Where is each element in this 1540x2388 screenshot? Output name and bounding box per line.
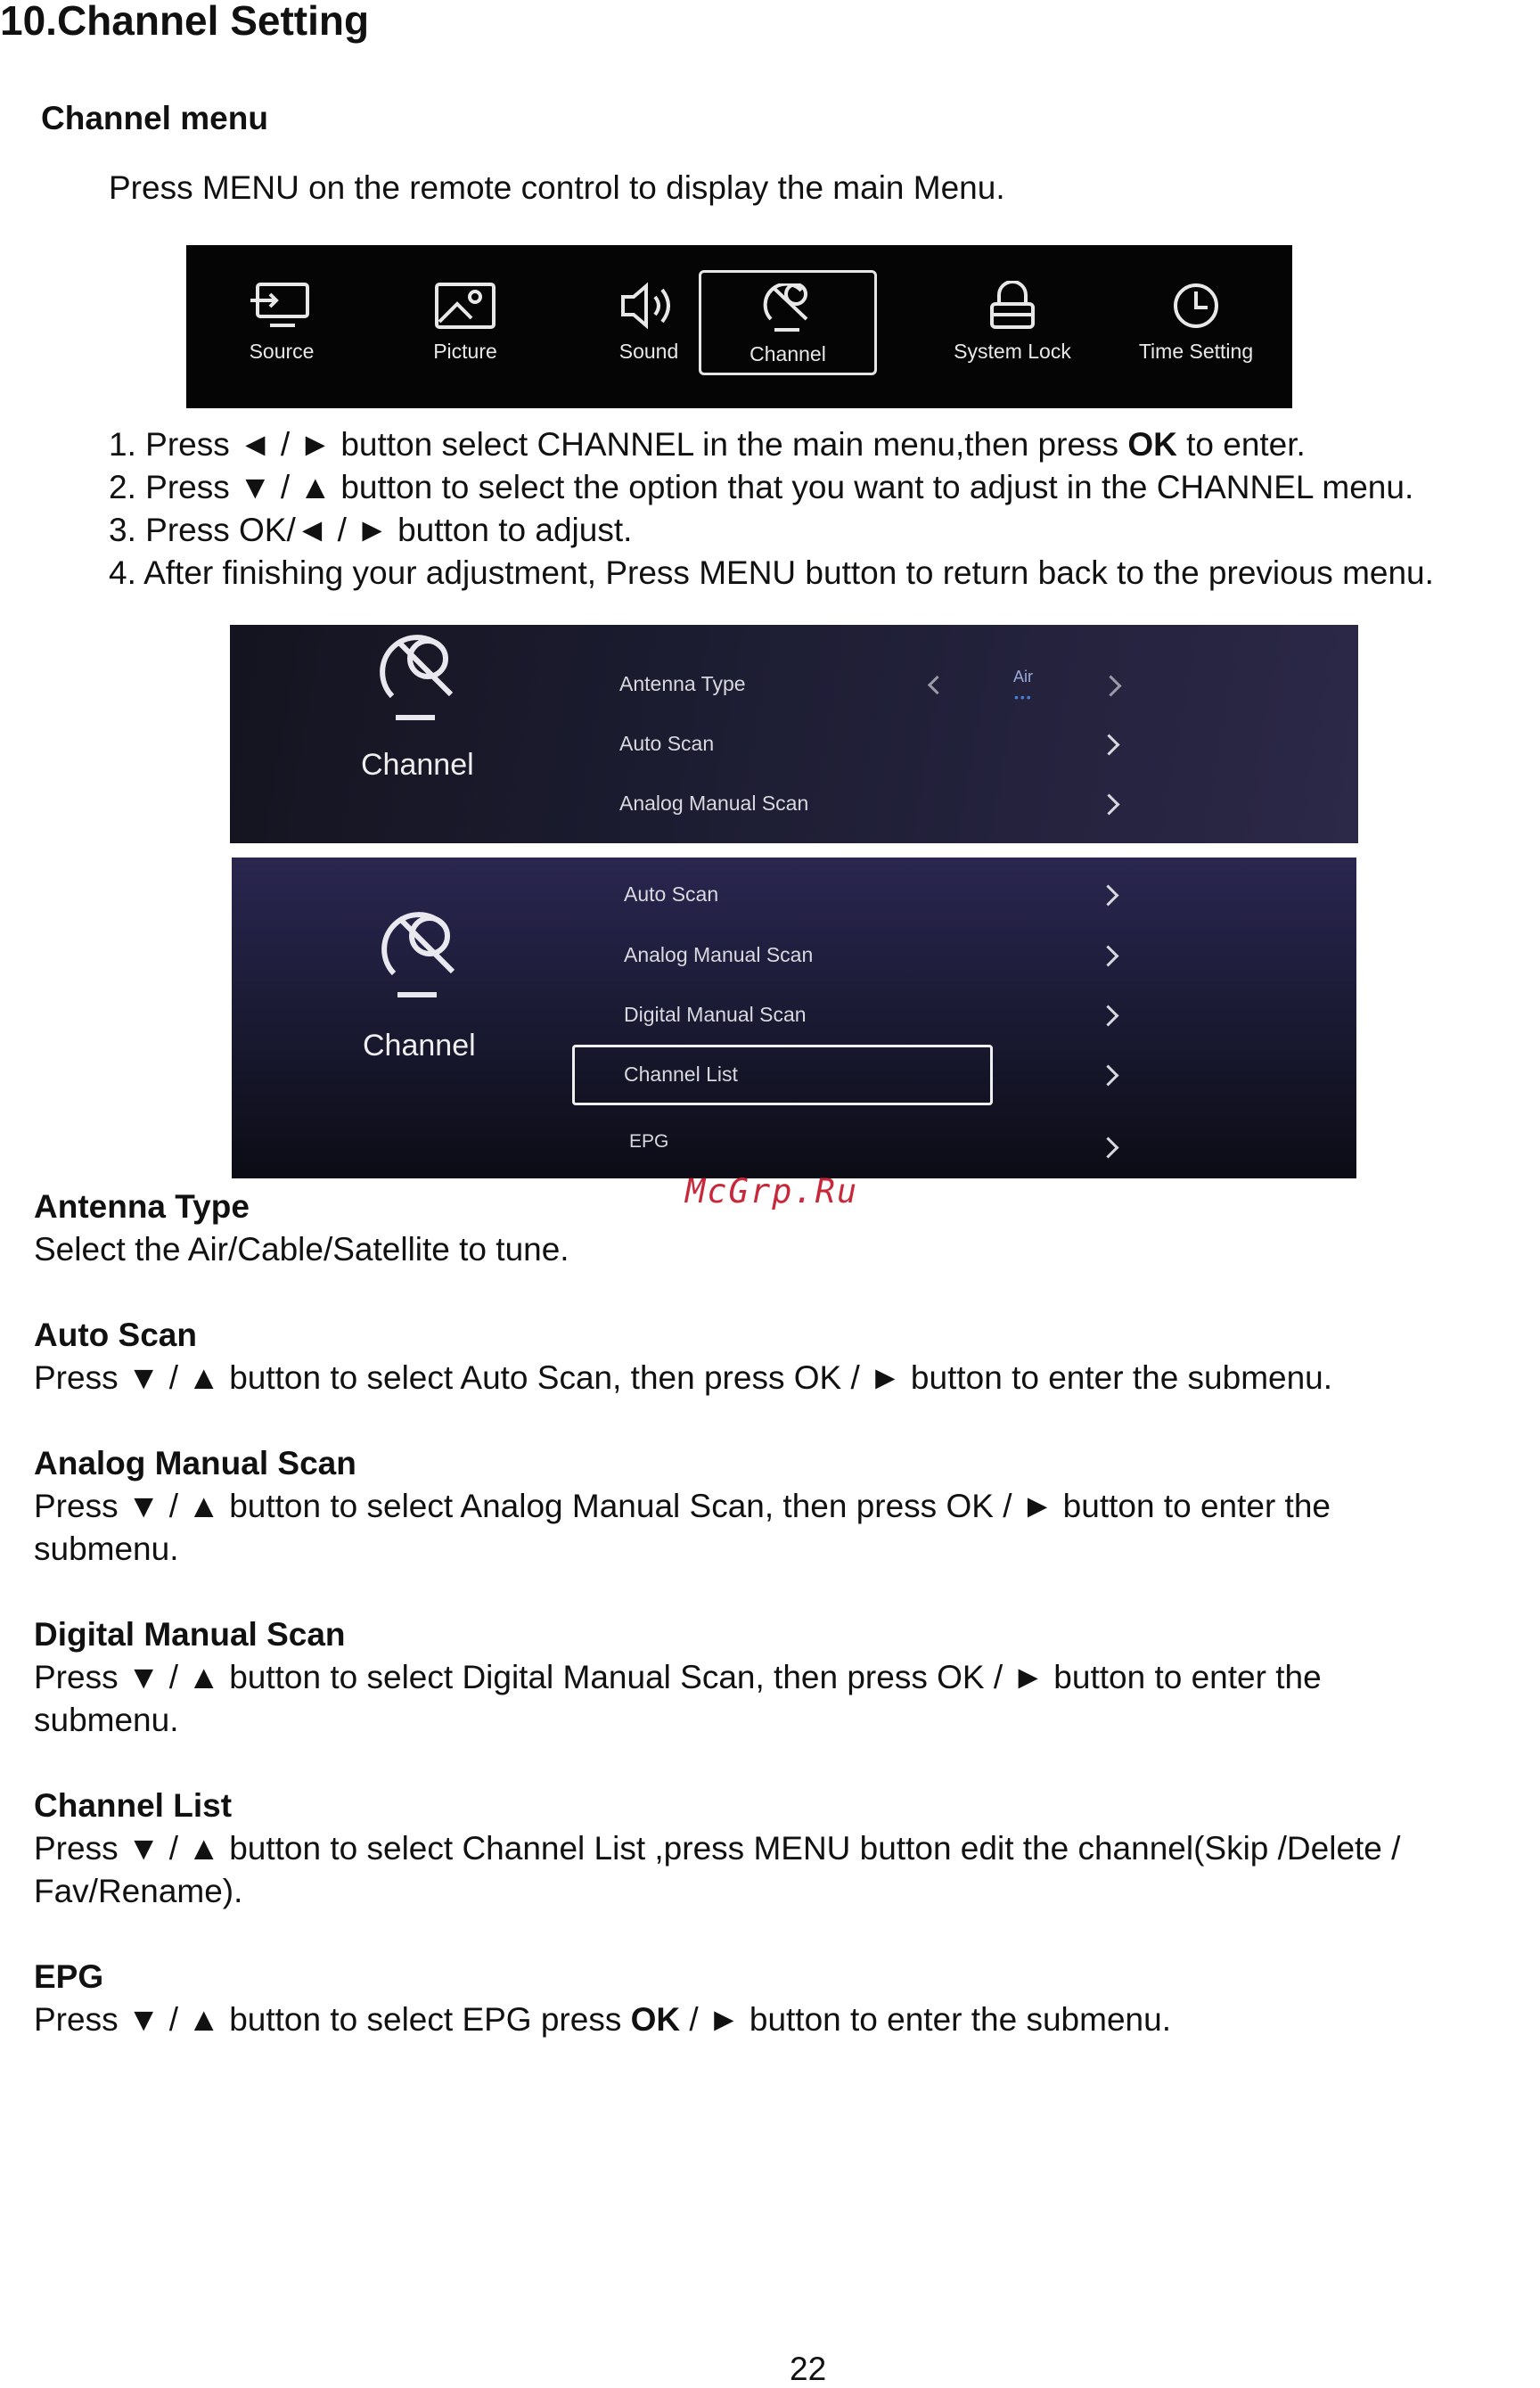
sound-icon: [616, 281, 682, 331]
menu-item-label: Time Setting: [1138, 340, 1254, 363]
section-analog-manual-scan: [34, 1442, 1331, 1571]
menu-option-auto-scan[interactable]: Auto Scan: [624, 882, 719, 906]
chevron-right-icon[interactable]: [1097, 1137, 1118, 1158]
instruction-steps: [109, 423, 1434, 595]
section-antenna-type: [34, 1186, 569, 1271]
section-body: Press ▼ / ▲ button to select EPG press OK / ► button to enter the submenu.: [34, 2001, 1171, 2038]
section-body: Press ▼ / ▲ button to select Channel List ,press MENU button edit the channel(Skip /Delete /: [34, 1830, 1401, 1867]
step-2: 2. Press ▼ / ▲ button to select the option that you want to adjust in the CHANNEL menu.: [109, 469, 1414, 505]
menu-item-source[interactable]: [192, 270, 371, 375]
menu-item-label: Source: [249, 340, 315, 363]
menu-item-time-setting[interactable]: [1107, 270, 1285, 375]
section-body-cont: submenu.: [34, 1702, 179, 1738]
section-body: Press ▼ / ▲ button to select Analog Manual Scan, then press OK / ► button to enter the: [34, 1488, 1331, 1524]
menu-option-analog-manual-scan[interactable]: Analog Manual Scan: [619, 792, 809, 815]
page-title: 10.Channel Setting: [0, 0, 370, 44]
satellite-dish-icon: [755, 283, 821, 333]
menu-item-label: System Lock: [954, 340, 1071, 363]
menu-option-channel-list[interactable]: Channel List: [624, 1063, 738, 1086]
channel-menu-panel-2: [232, 858, 1356, 1178]
section-heading: Analog Manual Scan: [34, 1445, 356, 1481]
section-body-cont: submenu.: [34, 1530, 179, 1567]
chevron-right-icon[interactable]: [1097, 1064, 1118, 1086]
section-body: Select the Air/Cable/Satellite to tune.: [34, 1231, 569, 1268]
value-dots: •••: [1014, 690, 1033, 704]
chevron-right-icon[interactable]: [1097, 1005, 1118, 1026]
section-epg: [34, 1956, 1171, 2041]
section-body: Press ▼ / ▲ button to select Auto Scan, then press OK / ► button to enter the submenu.: [34, 1359, 1333, 1396]
section-heading: Antenna Type: [34, 1188, 250, 1225]
section-subheading: Channel menu: [41, 100, 268, 136]
menu-option-analog-manual-scan[interactable]: Analog Manual Scan: [624, 943, 814, 966]
clock-icon: [1163, 281, 1229, 331]
satellite-dish-icon: [373, 634, 465, 723]
menu-option-auto-scan[interactable]: Auto Scan: [619, 732, 715, 755]
picture-icon: [432, 281, 498, 331]
section-heading: Digital Manual Scan: [34, 1616, 346, 1653]
panel-title: Channel: [361, 748, 474, 782]
step-3: 3. Press OK/◄ / ► button to adjust.: [109, 512, 633, 548]
menu-option-digital-manual-scan[interactable]: Digital Manual Scan: [624, 1003, 807, 1026]
source-icon: [249, 281, 315, 331]
chevron-right-icon[interactable]: [1097, 945, 1118, 966]
section-heading: EPG: [34, 1958, 104, 1995]
chevron-right-icon[interactable]: [1098, 793, 1119, 815]
menu-item-picture[interactable]: [376, 270, 554, 375]
chevron-left-icon[interactable]: [928, 676, 946, 694]
intro-text: Press MENU on the remote control to display the main Menu.: [109, 169, 1005, 206]
page-number: 22: [790, 2351, 827, 2387]
chevron-right-icon[interactable]: [1100, 675, 1121, 696]
section-digital-manual-scan: [34, 1613, 1322, 1742]
main-menu-bar: [186, 245, 1292, 408]
menu-item-channel[interactable]: [699, 270, 877, 375]
menu-item-system-lock[interactable]: [923, 270, 1102, 375]
section-body-cont: Fav/Rename).: [34, 1873, 243, 1909]
satellite-dish-icon: [374, 911, 467, 1000]
section-body: Press ▼ / ▲ button to select Digital Manual Scan, then press OK / ► button to enter the: [34, 1659, 1322, 1695]
section-heading: Channel List: [34, 1787, 233, 1824]
lock-icon: [979, 281, 1045, 331]
menu-option-antenna-type[interactable]: Antenna Type: [619, 672, 746, 695]
menu-item-label: Channel: [750, 342, 826, 365]
section-heading: Auto Scan: [34, 1317, 197, 1353]
antenna-value: Air: [1013, 668, 1033, 685]
channel-menu-panel-1: [230, 625, 1358, 843]
section-auto-scan: [34, 1314, 1332, 1399]
chevron-right-icon[interactable]: [1097, 884, 1118, 906]
menu-item-label: Sound: [618, 340, 679, 363]
step-4: 4. After finishing your adjustment, Press MENU button to return back to the previous menu.: [109, 554, 1434, 591]
menu-option-epg[interactable]: EPG: [629, 1131, 669, 1152]
step-1: 1. Press ◄ / ► button select CHANNEL in the main menu,then press OK to enter.: [109, 426, 1306, 463]
section-channel-list: [34, 1785, 1400, 1913]
menu-item-label: Picture: [433, 340, 497, 363]
watermark: McGrp.Ru: [685, 1172, 859, 1210]
panel-title: Channel: [363, 1029, 476, 1063]
chevron-right-icon[interactable]: [1098, 734, 1119, 755]
